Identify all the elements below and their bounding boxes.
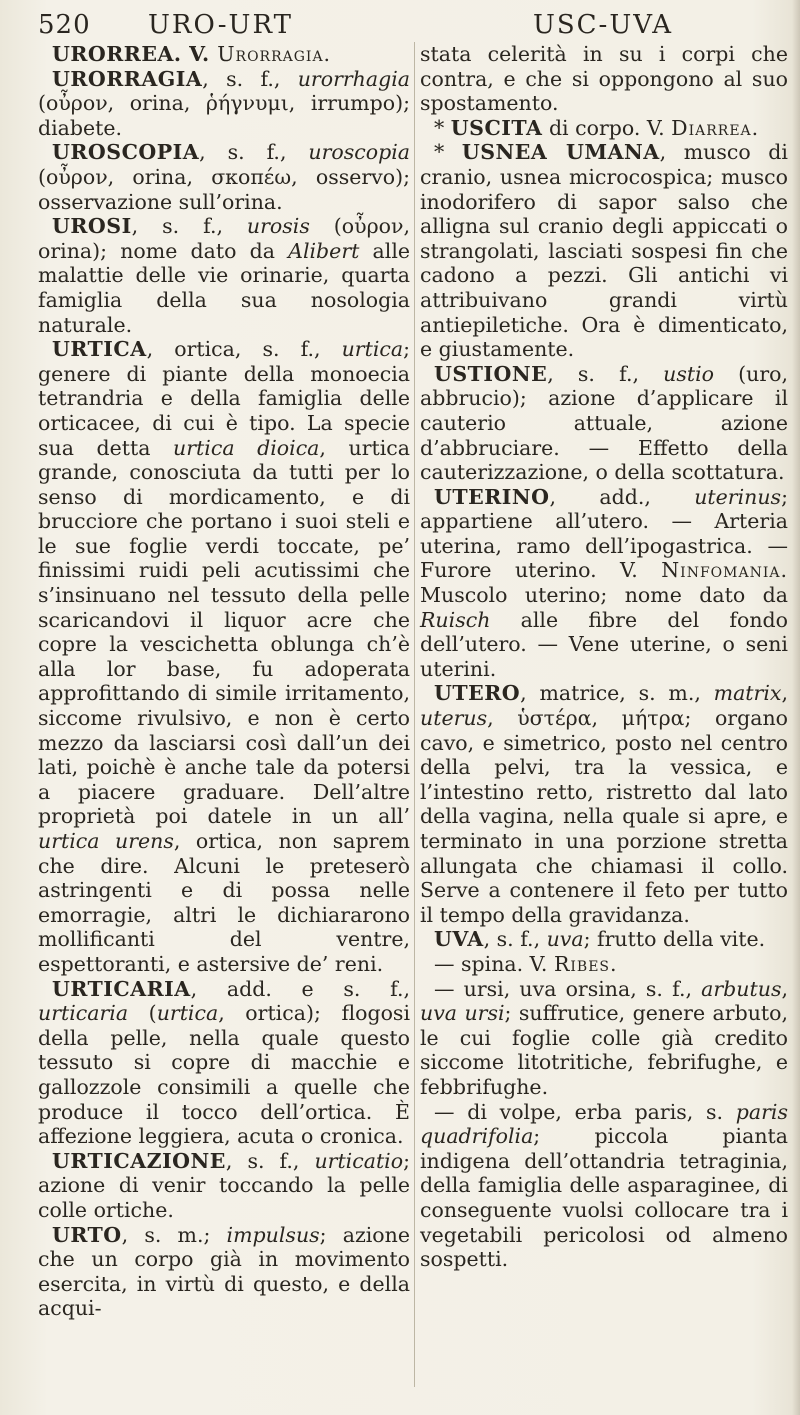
entry-text: urtica dioica [173,435,320,460]
dictionary-entry [38,977,410,1149]
dictionary-entry [420,927,788,952]
dictionary-entry [420,42,788,116]
dictionary-entry [38,337,410,976]
entry-text: ; piccola pianta indigena dell’ottandria tetraginia, della famiglia delle asparaginee, di conseguente vuolsi collocare tra i vegetabili pericolosi od almeno sospetti. [420,1124,788,1272]
entry-text: uva [546,927,584,952]
entry-headword: UROSCOPIA [52,140,200,165]
entry-text: (οὖρον, orina, ῥήγνυμι, irrumpo); diabete. [38,91,410,140]
entry-text: uroscopia [308,140,410,165]
dictionary-entry [420,977,788,1100]
entry-headword: URORREA. V. [52,42,218,66]
entry-text: urticatio [314,1148,404,1173]
entry-text: alle malattie delle vie orinarie, quarta famiglia della sua nosologia naturale. [38,238,411,337]
entry-headword: UTERO [434,681,521,706]
entry-text: — di volpe, erba paris, s. [434,1099,736,1124]
dictionary-entry [38,214,410,337]
entry-text: , s. f., [225,1148,315,1173]
entry-text: , s. m.; [121,1222,227,1247]
right-column [420,42,788,1272]
entry-text: ; appartiene all’utero. — Arteria uterina, ramo dell’ipogastrica. — Furore uterino. V. [420,484,788,583]
entry-text: , ortica); flogosi della pelle, nella quale questo tessuto si copre di macchie e gallozzole consimili a quelle che produce il tocco dell’ortica. È affezione leggiera, acuta o cronica. [38,1001,411,1149]
entry-headword: URTICARIA [52,976,191,1001]
entry-text: ustio [663,361,714,386]
entry-text: urticaria [38,1001,129,1026]
dictionary-entry [420,1100,788,1272]
entry-text: uva ursi [420,1001,505,1026]
entry-text: , s. f., [547,361,664,386]
dictionary-entry [420,952,788,977]
entry-text: , s. f., [199,140,309,165]
entry-text: urosis [246,214,310,239]
entry-text: ; frutto della vite. [583,927,766,952]
entry-text: Muscolo uterino; nome dato da [420,583,788,608]
running-head-left: URO-URT [148,10,293,40]
entry-text: * [434,115,451,140]
entry-text: ; azione che un corpo già in movimento esercita, in virtù di questo, e della acqui- [38,1222,410,1321]
entry-text: impulsus [226,1222,320,1247]
entry-headword: USTIONE [434,361,548,386]
entry-headword: USCITA [450,115,543,140]
entry-text: ; genere di piante della monoecia tetrandria e della famiglia delle orticacee, di cui è tipo. La specie sua detta [38,337,410,460]
entry-text: (uro, abbrucio); azione d’applicare il cauterio attuale, azione d’abbruciare. — Effetto della cauterizzazione, o della scottatura. [420,361,788,485]
entry-text: (οὖρον, orina, σκοπέω, osservo); osservazione sull’orina. [38,164,410,214]
entry-text: Diarrea. [671,115,760,140]
entry-headword: UROSI [52,214,132,239]
entry-text: stata celerità in su i corpi che contra, e che si oppongono al suo spostamento. [420,42,788,116]
entry-text: — ursi, uva orsina, s. f., [434,976,702,1001]
entry-text: , add. e s. f., [190,976,410,1001]
dictionary-entry [38,67,410,141]
entry-text: (οὖρον, orina); nome dato da [38,214,410,263]
entry-text: , s. f., [131,214,247,239]
entry-text: , ortica, s. f., [146,337,342,362]
entry-text: Alibert [288,238,360,263]
entry-text: uterus [420,706,488,731]
entry-headword: URORRAGIA [52,66,203,91]
entry-text: urtica [156,1001,219,1026]
dictionary-entry [38,42,410,67]
dictionary-entry [420,485,788,682]
entry-text: alle fibre del fondo dell’utero. — Vene uterine, o seni uterini. [420,607,788,681]
left-column [38,42,410,1321]
entry-text: , [781,976,788,1001]
entry-headword: UTERINO [434,484,550,509]
entry-headword: URTICA [52,337,147,362]
entry-text: arbutus [701,976,782,1001]
page-edge-shadow [792,0,800,1415]
entry-text: * [434,140,462,165]
entry-text: , urtica grande, conosciuta da tutti per lo senso di mordicamento, e di brucciore che portano i suoi steli e le sue foglie verdi toccate, pe’ finissimi ruidi peli acutissimi che s’insinuano nel tessuto della pelle scaricandovi il liquor acre che copre la vescichetta oblunga ch’è alla lor base, fu adoperata approfittando di simile irritamento, siccome rivulsivo, e non è certo mezzo da lasciarsi così dall’un dei lati, poichè è anche tale da potersi a piacere graduare. Dell’altre proprietà poi datele in un all’ [38,435,410,829]
entry-headword: URTO [52,1222,122,1247]
dictionary-entry [420,116,788,141]
entry-headword: UVA [434,927,484,952]
entry-text: , matrice, s. m., [520,681,714,706]
entry-text: uterinus [694,484,782,509]
dictionary-entry [38,1223,410,1321]
entry-text: urtica urens [38,829,174,853]
entry-text: paris quadrifolia [420,1099,788,1149]
entry-text: , s. f., [483,927,547,952]
entry-text: di corpo. V. [542,115,672,140]
dictionary-entry [420,140,788,361]
page-header [0,6,800,42]
entry-text: , ortica, non saprem che dire. Alcuni le preteserò astringenti e di possa nelle emorragie, altri le dichiararono mollificanti del ventre, espettoranti, e astersive de’ reni. [38,829,410,976]
page-number: 520 [38,10,91,40]
entry-text: urorrhagia [297,66,410,91]
dictionary-entry [38,140,410,214]
entry-text: , ὑστέρα, μήτρα; organo cavo, e simetrico, posto nel centro della pelvi, tra la vessica, e l’intestino retto, ristretto dal lato della vagina, nella quale si apre, e terminato in una porzione stretta allungata che chiamasi il collo. Serve a contenere il feto per tutto il tempo della gravidanza. [420,706,788,927]
entry-text: ; azione di venir toccando la pelle colle ortiche. [38,1148,410,1222]
entry-text: , add., [549,484,695,509]
entry-text: Ribes. [553,951,618,976]
entry-text: — spina. V. [434,951,554,976]
column-divider [414,42,415,1387]
running-head-right: USC-UVA [532,10,674,40]
dictionary-entry [420,681,788,927]
entry-text: Ruisch [420,607,491,632]
entry-headword: USNEA UMANA [461,140,660,165]
entry-text: , s. f., [202,66,298,91]
entry-text: ( [128,1001,157,1026]
entry-text: matrix [713,681,782,706]
entry-text: , musco di cranio, usnea microcospica; musco inodorifero di sapor salso che alligna sul cranio degli appiccati o strangolati, lasciati sospesi fin che cadono a pezzi. Gli antichi vi attribuivano grandi virtù antiepiletiche. Ora è dimenticato, e giustamente. [420,140,788,362]
entry-text: Urorragia. [217,42,332,66]
entry-text: Ninfomania. [661,558,788,583]
entry-text: , [781,681,788,706]
entry-text: urtica [341,337,404,362]
dictionary-entry [420,362,788,485]
entry-headword: URTICAZIONE [52,1148,226,1173]
dictionary-entry [38,1149,410,1223]
entry-text: ; suffrutice, genere arbuto, le cui foglie colle già credito siccome litotritiche, febrifughe, e febbrifughe. [420,1001,788,1099]
